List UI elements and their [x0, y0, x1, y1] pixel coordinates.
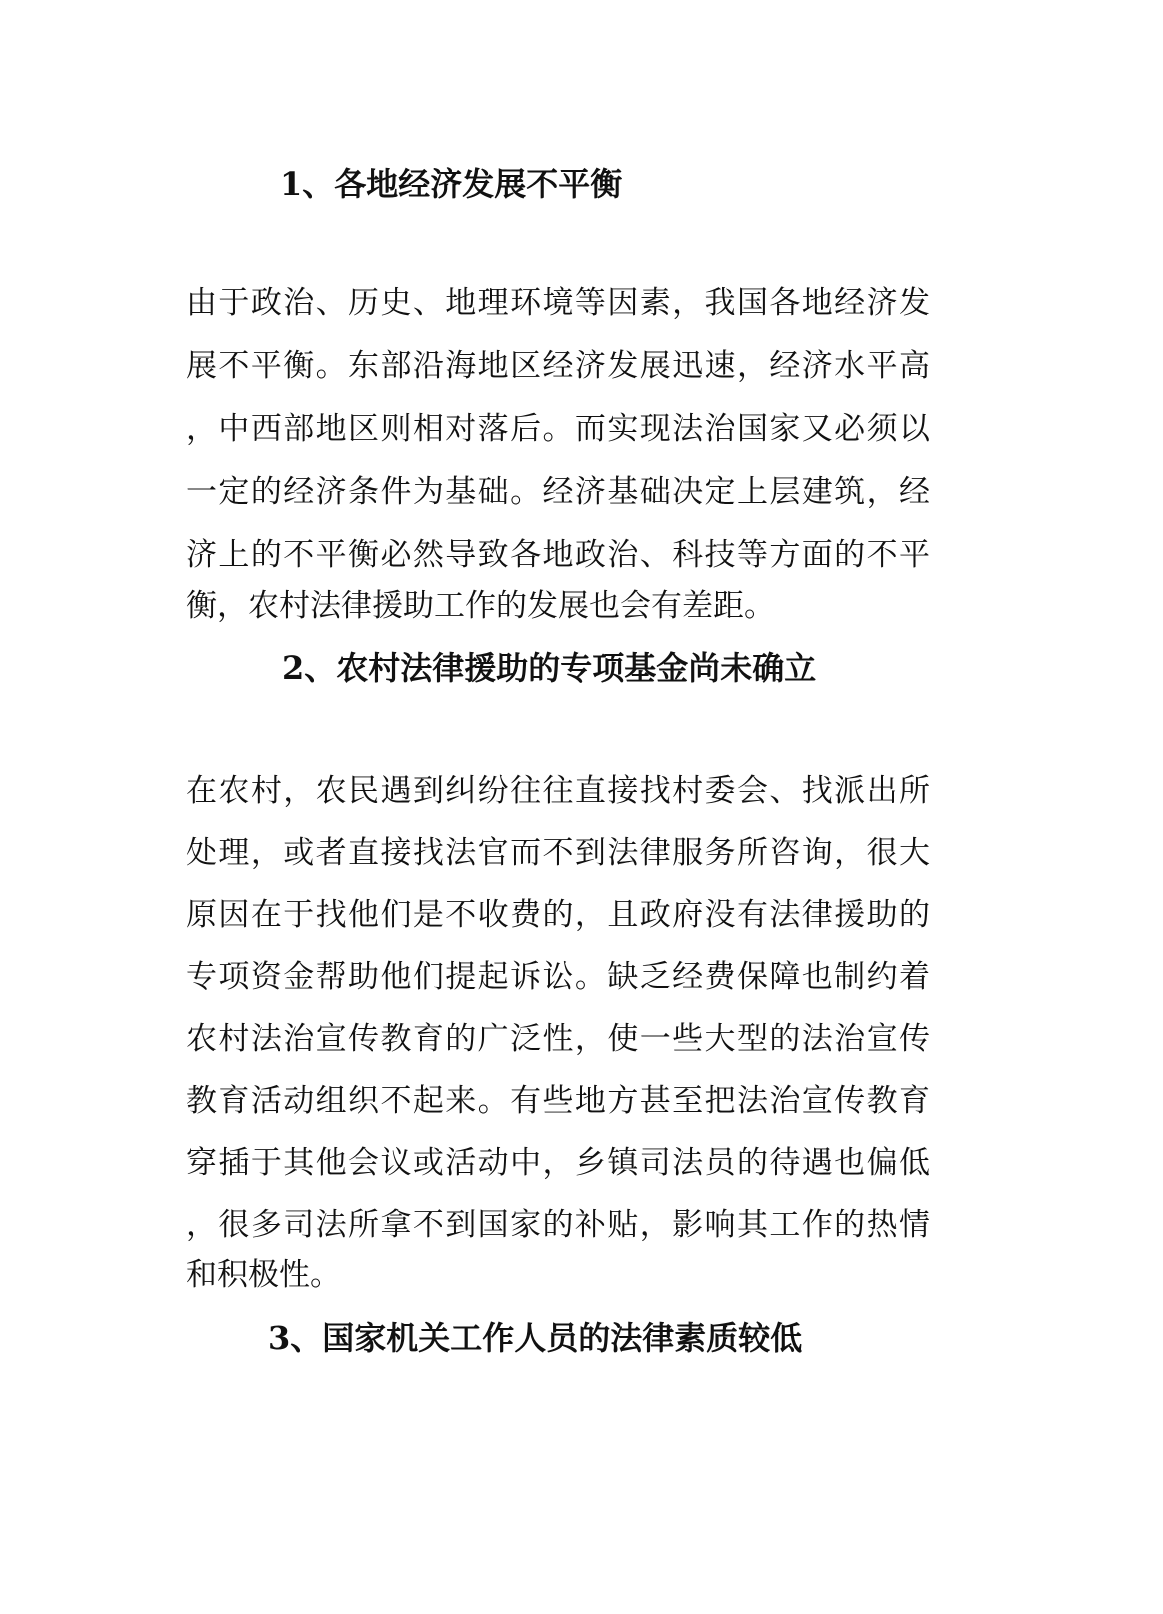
paragraph-1-line-4: 一定的经济条件为基础。经济基础决定上层建筑，经 [186, 474, 930, 510]
section-heading-2: 2、农村法律援助的专项基金尚未确立 [282, 649, 817, 687]
paragraph-2-line-9: 和积极性。 [186, 1257, 341, 1293]
section-heading-1: 1、各地经济发展不平衡 [280, 165, 623, 203]
section-heading-3: 3、国家机关工作人员的法律素质较低 [268, 1319, 803, 1357]
paragraph-1-line-3: ，中西部地区则相对落后。而实现法治国家又必须以 [186, 411, 930, 447]
paragraph-2-line-7: 穿插于其他会议或活动中，乡镇司法员的待遇也偏低 [186, 1145, 930, 1181]
paragraph-2-line-6: 教育活动组织不起来。有些地方甚至把法治宣传教育 [186, 1083, 930, 1119]
paragraph-2-line-3: 原因在于找他们是不收费的，且政府没有法律援助的 [186, 897, 930, 933]
paragraph-2-line-4: 专项资金帮助他们提起诉讼。缺乏经费保障也制约着 [186, 959, 930, 995]
paragraph-1-line-6: 衡，农村法律援助工作的发展也会有差距。 [186, 588, 775, 624]
paragraph-2-line-5: 农村法治宣传教育的广泛性，使一些大型的法治宣传 [186, 1021, 930, 1057]
paragraph-1-line-2: 展不平衡。东部沿海地区经济发展迅速，经济水平高 [186, 348, 930, 384]
paragraph-2-line-8: ，很多司法所拿不到国家的补贴，影响其工作的热情 [186, 1207, 930, 1243]
paragraph-1-line-1: 由于政治、历史、地理环境等因素，我国各地经济发 [186, 285, 930, 321]
paragraph-1-line-5: 济上的不平衡必然导致各地政治、科技等方面的不平 [186, 537, 930, 573]
paragraph-2-line-1: 在农村，农民遇到纠纷往往直接找村委会、找派出所 [186, 773, 930, 809]
paragraph-2-line-2: 处理，或者直接找法官而不到法律服务所咨询，很大 [186, 835, 930, 871]
